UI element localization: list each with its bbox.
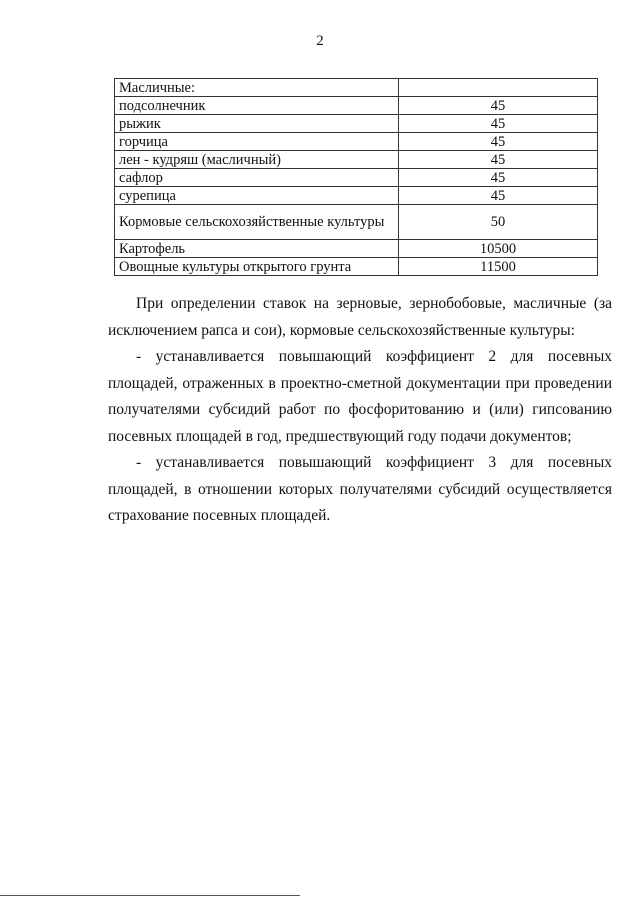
body-text <box>108 291 612 530</box>
rate-value-cell: 45 <box>399 151 598 169</box>
table-row <box>115 79 598 97</box>
rate-value-cell: 45 <box>399 97 598 115</box>
crop-name-cell: лен - кудряш (масличный) <box>115 151 399 169</box>
table-row <box>115 151 598 169</box>
rate-value-cell: 45 <box>399 115 598 133</box>
crop-name-cell: сурепица <box>115 187 399 205</box>
table-row <box>115 205 598 240</box>
table-row <box>115 258 598 276</box>
rate-value-cell: 45 <box>399 133 598 151</box>
table-row <box>115 97 598 115</box>
paragraph-coefficient-3: - устанавливается повышающий коэффициент 3 для посевных площадей, в отношении которых получателями субсидий осуществляется страхование посевных площадей. <box>108 454 612 524</box>
rate-value-cell: 50 <box>399 205 598 240</box>
crop-name-cell: Кормовые сельскохозяйственные культуры <box>115 205 399 240</box>
crop-name-cell: горчица <box>115 133 399 151</box>
crop-name-cell: Овощные культуры открытого грунта <box>115 258 399 276</box>
table-row <box>115 115 598 133</box>
rates-table <box>114 78 598 276</box>
crop-name-cell: Масличные: <box>115 79 399 97</box>
rate-value-cell: 45 <box>399 187 598 205</box>
table-row <box>115 187 598 205</box>
rate-value-cell <box>399 79 598 97</box>
table-row <box>115 240 598 258</box>
footer-divider <box>0 895 300 896</box>
rate-value-cell: 11500 <box>399 258 598 276</box>
crop-name-cell: сафлор <box>115 169 399 187</box>
table-row <box>115 133 598 151</box>
crop-name-cell: Картофель <box>115 240 399 258</box>
page-number: 2 <box>316 33 324 49</box>
crop-name-cell: подсолнечник <box>115 97 399 115</box>
rate-value-cell: 10500 <box>399 240 598 258</box>
rate-value-cell: 45 <box>399 169 598 187</box>
paragraph-rates-intro: При определении ставок на зерновые, зернобобовые, масличные (за исключением рапса и сои), кормовые сельскохозяйственные культуры: <box>108 295 612 339</box>
paragraph-coefficient-2: - устанавливается повышающий коэффициент 2 для посевных площадей, отраженных в проектно-сметной документации при проведении получателями субсидий работ по фосфоритованию и (или) гипсованию посевных площадей в год, предшествующий году подачи документов; <box>108 348 612 445</box>
table-row <box>115 169 598 187</box>
crop-name-cell: рыжик <box>115 115 399 133</box>
